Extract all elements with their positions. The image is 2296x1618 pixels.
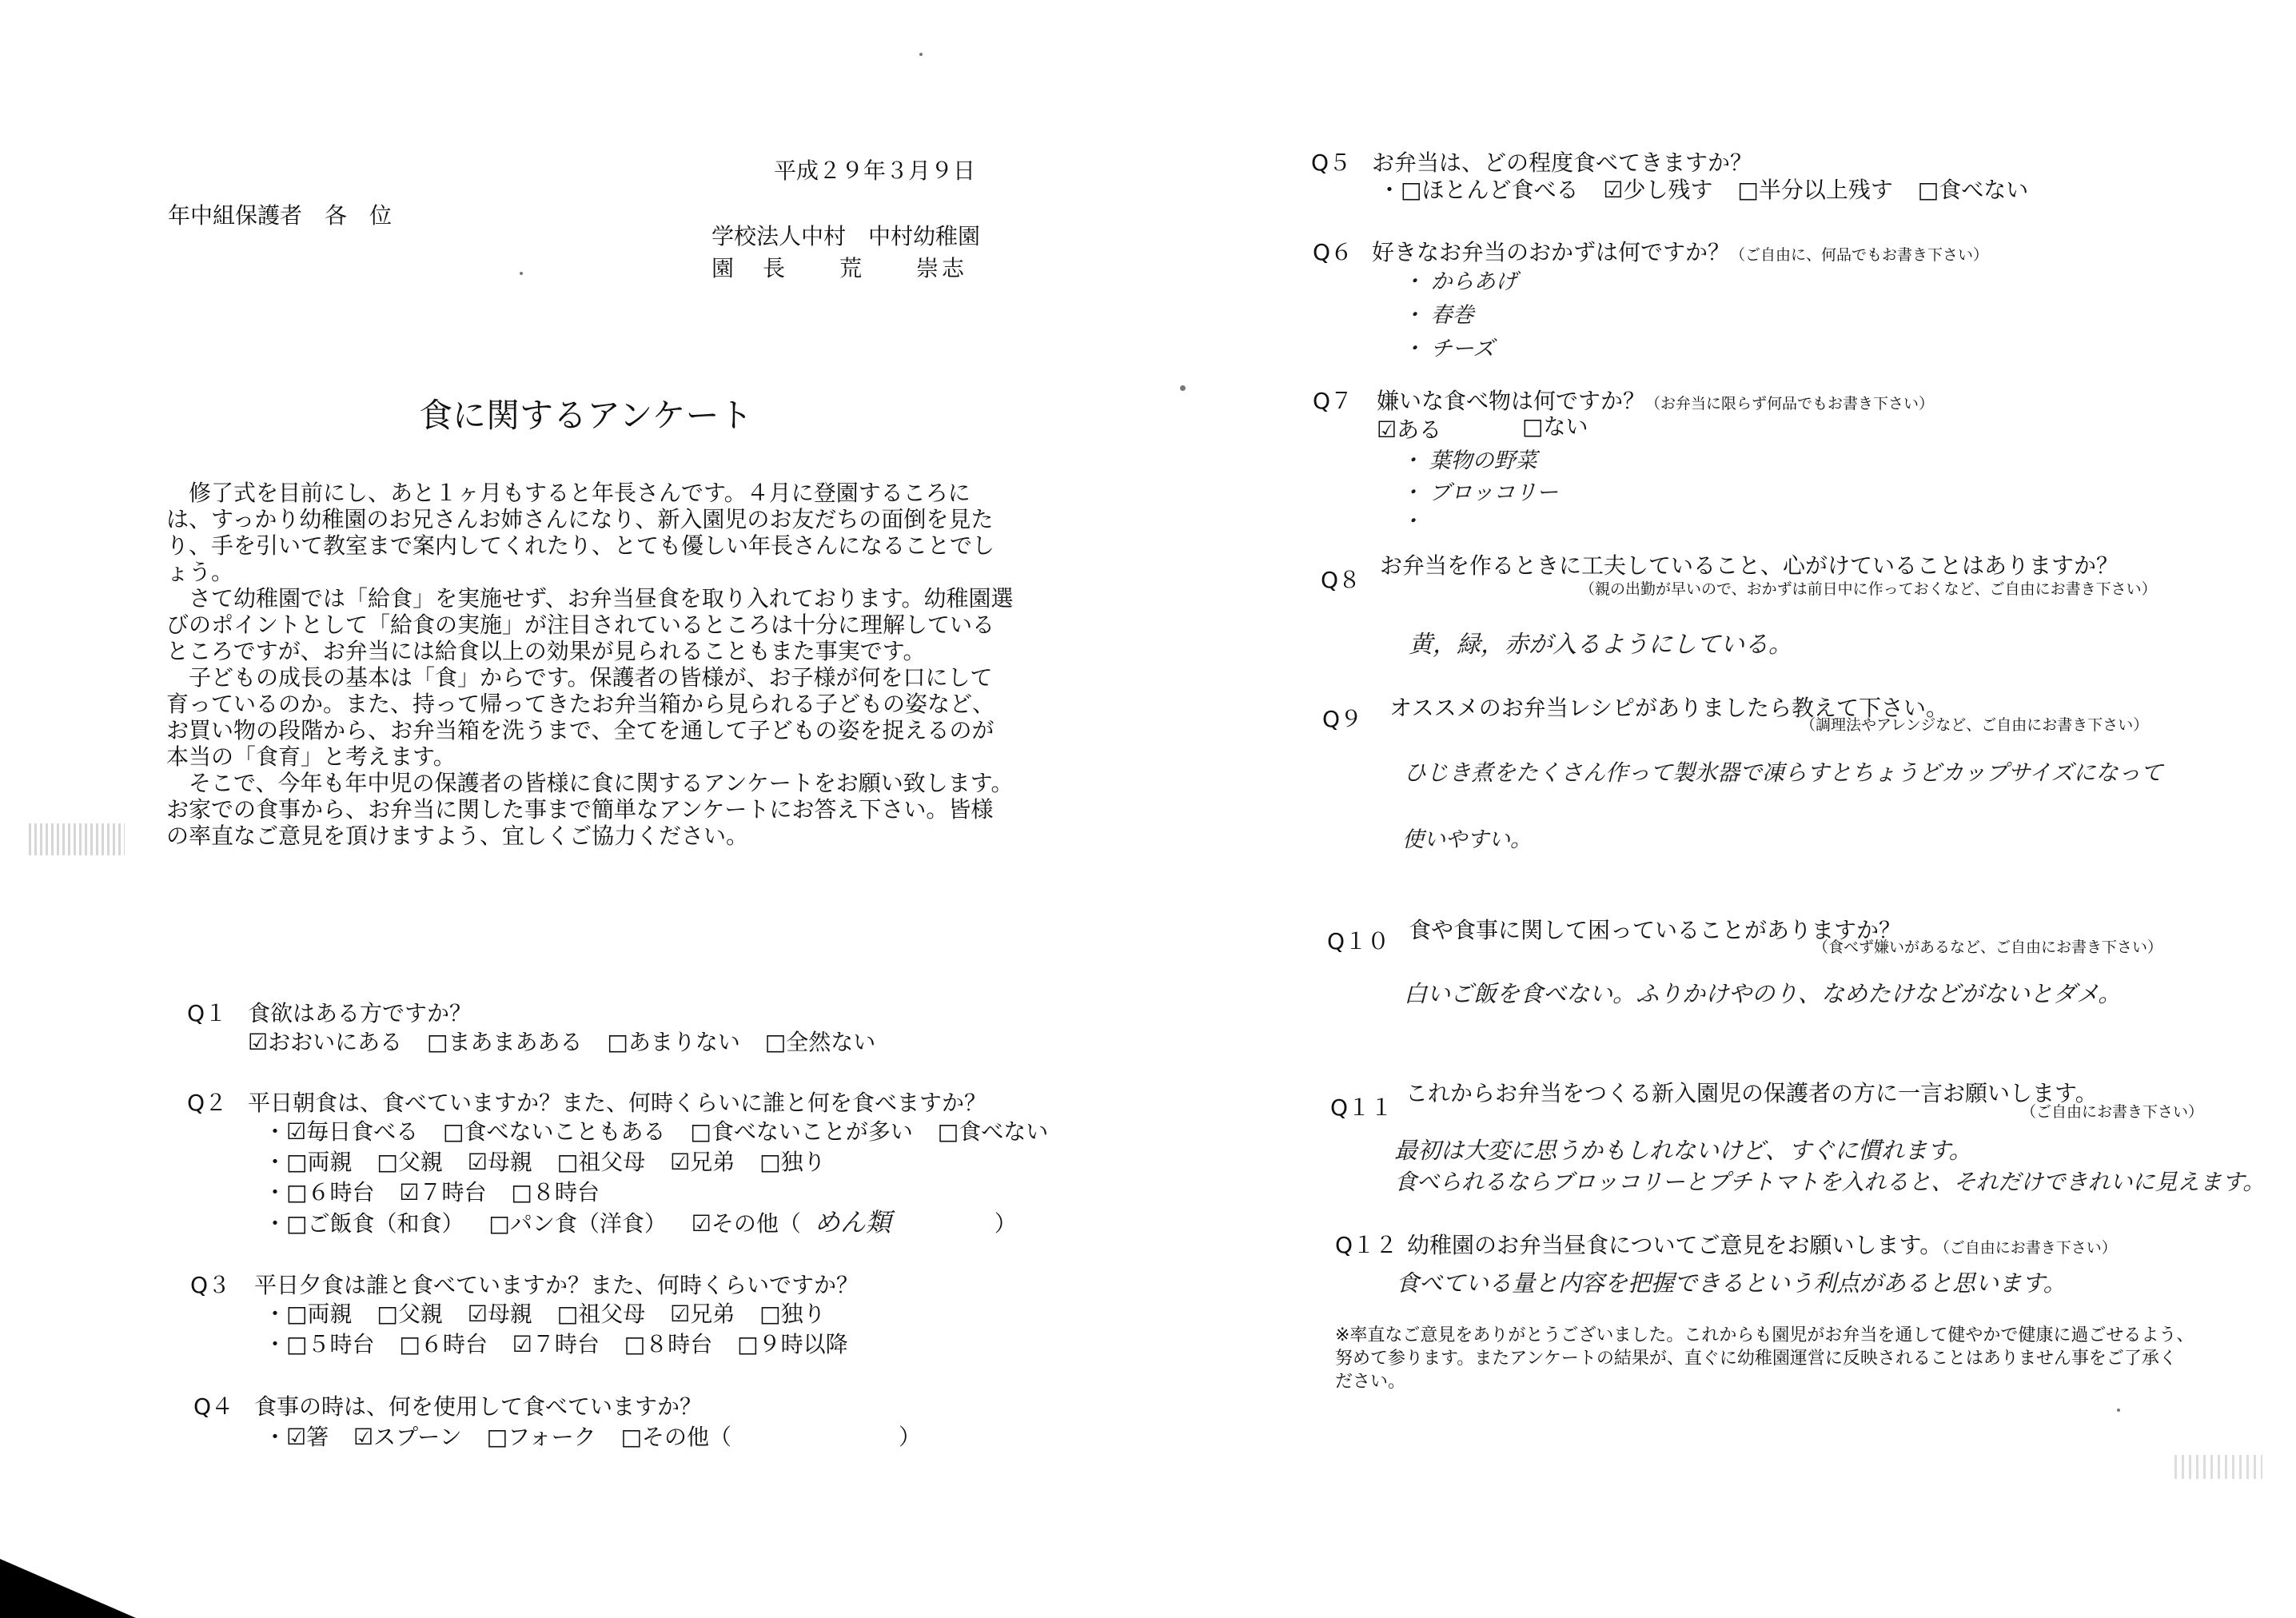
q5-option-2[interactable]: ☑少し残す bbox=[1603, 177, 1713, 203]
q4-option-2[interactable]: ☑スプーン bbox=[353, 1424, 462, 1450]
q10-answer: 白いご飯を食べない。ふりかけやのり、なめたけなどがないとダメ。 bbox=[1404, 980, 2122, 1007]
q5-label: Q５ bbox=[1311, 149, 1352, 176]
q2-row3-option-3[interactable]: □８時台 bbox=[511, 1179, 600, 1206]
document-title: 食に関するアンケート bbox=[419, 396, 753, 435]
q9-note: （調理法やアレンジなど、ご自由にお書き下さい） bbox=[1800, 716, 2149, 734]
q2-row4-option-3[interactable]: ☑その他（ bbox=[691, 1210, 801, 1237]
q4-options bbox=[264, 1423, 939, 1452]
intro-paragraph-4: そこで、今年も年中児の保護者の皆様に食に関するアンケートをお願い致します。お家での食事から、お弁当に関した事まで簡単なアンケートにお答え下さい。皆様の率直なご意見を頂けますよう、宜しくご協力ください。 bbox=[166, 770, 1014, 849]
intro-paragraph-1: 修了式を目前にし、あと１ヶ月もすると年長さんです。４月に登園するころには、すっかり幼稚園のお兄さんお姉さんになり、新入園児のお友だちの面倒を見たり、手を引いて教室まで案内してくれたり、とても優しい年長さんになることでしょう。 bbox=[166, 480, 995, 585]
q6-answer-1-text: からあげ bbox=[1430, 269, 1517, 294]
q2-row4-close-paren: ） bbox=[994, 1210, 1017, 1237]
footer-note bbox=[1335, 1324, 2194, 1393]
q1-question: 食欲はある方ですか？ bbox=[248, 1000, 472, 1026]
q12-answer: 食べている量と内容を把握できるという利点があると思います。 bbox=[1396, 1269, 2067, 1297]
q3-label: Q３ bbox=[190, 1272, 231, 1298]
q5-option-3[interactable]: □半分以上残す bbox=[1737, 177, 1893, 203]
q10-label: Q１０ bbox=[1327, 928, 1390, 954]
q2-row4-option-2[interactable]: □パン食（洋食） bbox=[488, 1210, 667, 1237]
q7-label: Q７ bbox=[1313, 388, 1353, 414]
q5-question: お弁当は、どの程度食べてきますか？ bbox=[1372, 149, 1753, 176]
footer-line-2: 努めて参ります。またアンケートの結果が、直ぐに幼稚園運営に反映されることはありません事をご了承く bbox=[1335, 1349, 2177, 1369]
intro-paragraph-3: 子どもの成長の基本は「食」からです。保護者の皆様が、お子様が何を口にして育っているのか。また、持って帰ってきたお弁当箱から見られる子どもの姿など、お買い物の段階から、お弁当箱を洗うまで、全てを通して子どもの姿を捉えるのが本当の「食育」と考えます。 bbox=[166, 664, 995, 770]
q7-answer-2: ・ ブロッコリー bbox=[1401, 480, 1559, 505]
q2-row2-option-6[interactable]: □独り bbox=[759, 1149, 826, 1175]
q7-option-yes[interactable]: ☑ある bbox=[1377, 416, 1442, 443]
q2-row-1 bbox=[264, 1118, 1066, 1146]
q9-answer-line-2: 使いやすい。 bbox=[1402, 827, 1532, 852]
q7-answer-3: ・ bbox=[1401, 509, 1422, 534]
q2-row2-option-4[interactable]: □祖父母 bbox=[556, 1149, 646, 1175]
q2-row-2 bbox=[264, 1148, 843, 1177]
q3-row1-option-2[interactable]: □父親 bbox=[377, 1301, 443, 1327]
principal: 園 長 荒 崇志 bbox=[712, 255, 968, 281]
q5-option-4[interactable]: □食べない bbox=[1917, 177, 2029, 203]
q4-option-1[interactable]: ・☑箸 bbox=[264, 1424, 329, 1450]
q7-question bbox=[1377, 387, 1934, 416]
q5-options bbox=[1378, 176, 2046, 205]
q9-question: オススメのお弁当レシピがありましたら教えて下さい。 bbox=[1389, 695, 1949, 721]
scan-speck bbox=[1180, 385, 1186, 391]
q3-row2-option-5[interactable]: □９時以降 bbox=[737, 1331, 848, 1357]
q4-option-3[interactable]: □フォーク bbox=[486, 1424, 596, 1450]
q2-row1-option-1[interactable]: ・☑毎日食べる bbox=[264, 1118, 419, 1145]
q2-label: Q２ bbox=[187, 1090, 228, 1116]
q12-question bbox=[1407, 1231, 2117, 1260]
q9-answer-line-1: ひじき煮をたくさん作って製氷器で凍らすとちょうどカップサイズになって bbox=[1404, 759, 2163, 786]
q1-options bbox=[248, 1028, 893, 1057]
q4-label: Q４ bbox=[193, 1393, 234, 1420]
q11-answer-line-2: 食べられるならブロッコリーとプチトマトを入れると、それだけできれいに見えます。 bbox=[1394, 1169, 2266, 1195]
q6-question bbox=[1372, 238, 1988, 267]
recipient: 年中組保護者 各 位 bbox=[168, 202, 393, 229]
q1-option-3[interactable]: □あまりない bbox=[607, 1029, 740, 1055]
q8-answer: 黄，緑，赤が入るようにしている。 bbox=[1409, 631, 1792, 659]
scan-corner-shadow bbox=[0, 1559, 136, 1618]
q7-answer-1: ・ 葉物の野菜 bbox=[1401, 448, 1537, 473]
q3-row2-option-2[interactable]: □６時台 bbox=[399, 1331, 488, 1357]
q6-label: Q６ bbox=[1313, 239, 1353, 265]
q12-label: Q１２ bbox=[1335, 1232, 1398, 1258]
q2-row1-option-4[interactable]: □食べない bbox=[937, 1118, 1049, 1145]
q4-close-paren: ） bbox=[898, 1424, 921, 1450]
q2-row2-option-1[interactable]: ・□両親 bbox=[264, 1149, 353, 1175]
q8-label: Q８ bbox=[1321, 567, 1361, 593]
q3-row1-option-6[interactable]: □独り bbox=[759, 1301, 826, 1327]
q3-row1-option-3[interactable]: ☑母親 bbox=[467, 1301, 532, 1327]
q3-question: 平日夕食は誰と食べていますか？また、何時くらいですか？ bbox=[254, 1272, 859, 1298]
q2-row1-option-3[interactable]: □食べないことが多い bbox=[690, 1118, 913, 1145]
q10-note: （食べず嫌いがあるなど、ご自由にお書き下さい） bbox=[1813, 939, 2163, 956]
scan-smudge bbox=[2174, 1455, 2262, 1479]
q3-row1-option-4[interactable]: □祖父母 bbox=[556, 1301, 646, 1327]
q1-option-2[interactable]: □まあまあある bbox=[427, 1029, 583, 1055]
q2-row4-option-1[interactable]: ・□ご飯食（和食） bbox=[264, 1210, 464, 1237]
q7-answer-1-text: 葉物の野菜 bbox=[1429, 448, 1537, 473]
q2-row-3 bbox=[264, 1178, 617, 1207]
q6-note: （ご自由に、何品でもお書き下さい） bbox=[1730, 246, 1989, 264]
q12-note: （ご自由にお書き下さい） bbox=[1942, 1239, 2117, 1257]
q2-row2-option-3[interactable]: ☑母親 bbox=[467, 1149, 532, 1175]
q5-option-1[interactable]: ・□ほとんど食べる bbox=[1378, 177, 1579, 203]
date: 平成２９年３月９日 bbox=[774, 157, 976, 184]
q2-row1-option-2[interactable]: □食べないこともある bbox=[443, 1118, 666, 1145]
q11-note: （ご自由にお書き下さい） bbox=[2021, 1103, 2204, 1121]
q12-question-text: 幼稚園のお弁当昼食についてご意見をお願いします。 bbox=[1407, 1232, 1943, 1258]
q3-row2-option-3[interactable]: ☑７時台 bbox=[512, 1331, 600, 1357]
scan-speck bbox=[520, 272, 523, 275]
q8-question: お弁当を作るときに工夫していること、心がけていることはありますか？ bbox=[1380, 552, 2119, 579]
q4-question: 食事の時は、何を使用して食べていますか？ bbox=[254, 1393, 703, 1420]
q2-question: 平日朝食は、食べていますか？また、何時くらいに誰と何を食べますか？ bbox=[248, 1090, 987, 1116]
q1-option-4[interactable]: □全然ない bbox=[764, 1029, 876, 1055]
q6-question-text: 好きなお弁当のおかずは何ですか？ bbox=[1372, 239, 1731, 265]
q3-row2-option-4[interactable]: □８時台 bbox=[624, 1331, 713, 1357]
q11-question: これからお弁当をつくる新入園児の保護者の方に一言お願いします。 bbox=[1405, 1080, 2098, 1106]
intro-text bbox=[166, 480, 1014, 849]
q3-row-2 bbox=[264, 1330, 866, 1359]
q7-question-text: 嫌いな食べ物は何ですか？ bbox=[1377, 388, 1646, 414]
q2-row4-other-answer: めん類 bbox=[814, 1207, 891, 1237]
q6-answer-1: ・ からあげ bbox=[1402, 269, 1517, 294]
q1-label: Q１ bbox=[187, 1000, 228, 1026]
q1-option-1[interactable]: ☑おおいにある bbox=[248, 1029, 403, 1055]
q11-label: Q１１ bbox=[1330, 1094, 1393, 1121]
scan-speck bbox=[919, 53, 923, 56]
q3-row1-option-1[interactable]: ・□両親 bbox=[264, 1301, 353, 1327]
q7-answer-2-text: ブロッコリー bbox=[1429, 480, 1559, 505]
organization: 学校法人中村 中村幼稚園 bbox=[712, 223, 981, 249]
q6-answer-3: ・ チーズ bbox=[1402, 337, 1495, 361]
q2-row-4 bbox=[264, 1209, 1034, 1238]
q2-row3-option-2[interactable]: ☑７時台 bbox=[399, 1179, 487, 1206]
q2-row3-option-1[interactable]: ・□６時台 bbox=[264, 1179, 375, 1206]
q7-option-no[interactable]: □ない bbox=[1522, 413, 1588, 440]
q2-row2-option-2[interactable]: □父親 bbox=[377, 1149, 443, 1175]
scan-speck bbox=[2117, 1409, 2120, 1412]
intro-paragraph-2: さて幼稚園では「給食」を実施せず、お弁当昼食を取り入れております。幼稚園選びのポイントとして「給食の実施」が注目されているところは十分に理解しているところですが、お弁当には給食以上の効果が見られることもまた事実です。 bbox=[166, 585, 1014, 664]
q6-answer-3-text: チーズ bbox=[1430, 337, 1495, 361]
q9-label: Q９ bbox=[1322, 706, 1363, 732]
q4-option-4[interactable]: □その他（ bbox=[620, 1424, 732, 1450]
q11-answer-line-1: 最初は大変に思うかもしれないけど、すぐに慣れます。 bbox=[1394, 1137, 1972, 1164]
q10-question: 食や食事に関して困っていることがありますか？ bbox=[1409, 917, 1902, 943]
q7-note: （お弁当に限らず何品でもお書き下さい） bbox=[1645, 395, 1935, 412]
q3-row-1 bbox=[264, 1300, 843, 1329]
q3-row1-option-5[interactable]: ☑兄弟 bbox=[670, 1301, 735, 1327]
q6-answer-2: ・ 春巻 bbox=[1402, 303, 1474, 328]
scan-smudge bbox=[29, 823, 125, 855]
footer-line-1: ※率直なご意見をありがとうございました。これからも園児がお弁当を通して健やかで健康に過ごせるよう、 bbox=[1335, 1325, 2194, 1345]
footer-line-3: ださい。 bbox=[1335, 1372, 1406, 1392]
q3-row2-option-1[interactable]: ・□５時台 bbox=[264, 1331, 375, 1357]
q8-note: （親の出勤が早いので、おかずは前日中に作っておくなど、ご自由にお書き下さい） bbox=[1580, 580, 2157, 598]
q6-answer-2-text: 春巻 bbox=[1430, 303, 1474, 328]
q2-row2-option-5[interactable]: ☑兄弟 bbox=[670, 1149, 735, 1175]
